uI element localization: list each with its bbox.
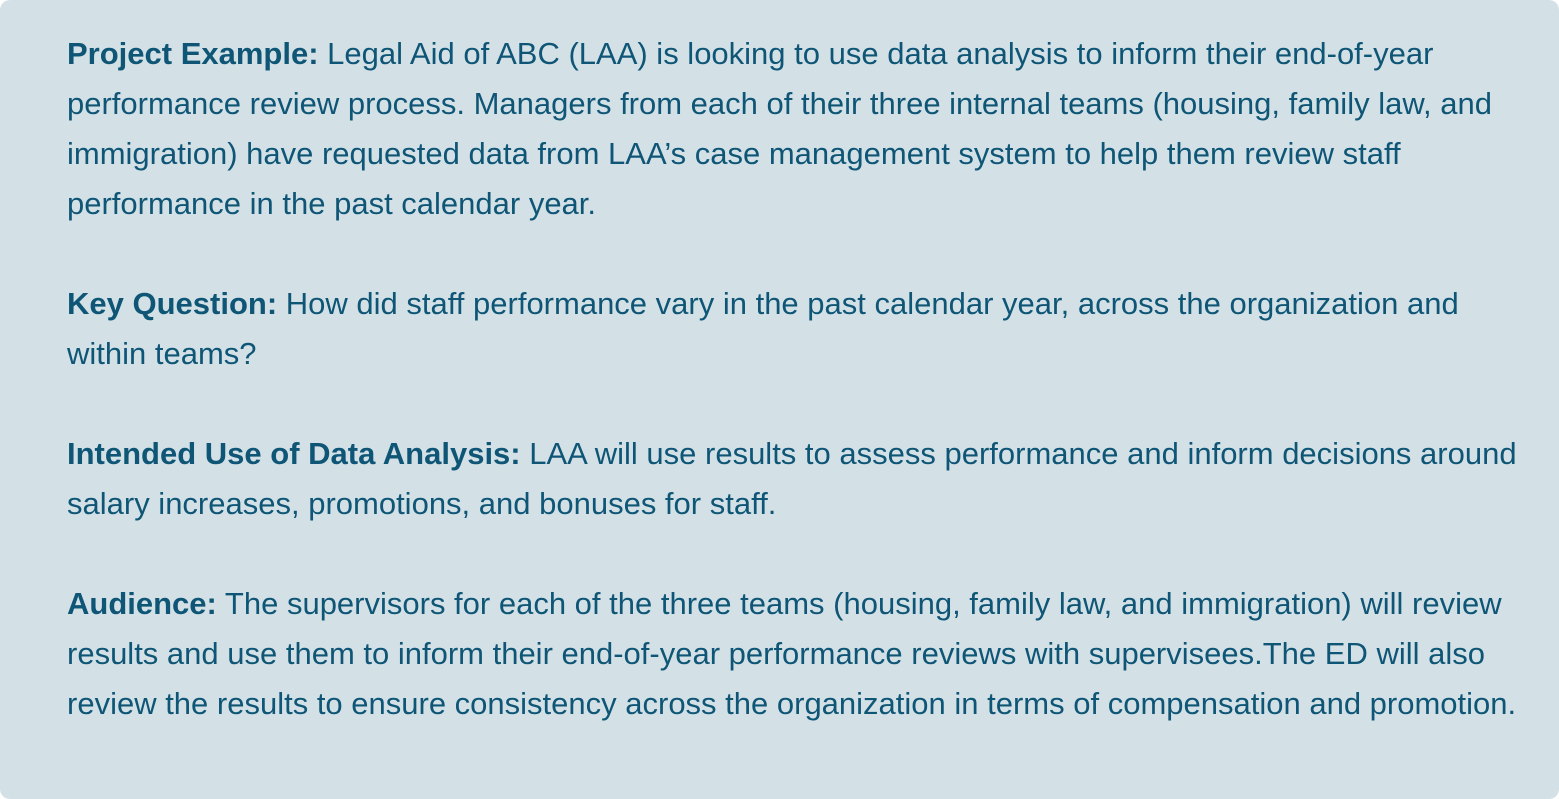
intended-use-label: Intended Use of Data Analysis: — [67, 436, 521, 471]
key-question-label: Key Question: — [67, 286, 278, 321]
key-question-section — [67, 279, 1519, 379]
project-example-label: Project Example: — [67, 36, 319, 71]
project-example-text: Legal Aid of ABC (LAA) is looking to use data analysis to inform their end-of-year performance review process. Managers from each of their three internal teams (housing, family law, and immigration) have requested data from LAA’s case management system to help them review staff performance in the past calendar year. — [67, 36, 1492, 221]
key-question-text: How did staff performance vary in the past calendar year, across the organization and within teams? — [67, 286, 1459, 371]
project-example-section — [67, 29, 1519, 229]
audience-section — [67, 579, 1519, 729]
intended-use-section — [67, 429, 1519, 529]
audience-text: The supervisors for each of the three teams (housing, family law, and immigration) will review results and use them to inform their end-of-year performance reviews with supervisees.The ED will also review the results to ensure consistency across the organization in terms of compensation and promotion. — [67, 586, 1517, 721]
intended-use-text: LAA will use results to assess performance and inform decisions around salary increases, promotions, and bonuses for staff. — [67, 436, 1517, 521]
audience-label: Audience: — [67, 586, 217, 621]
